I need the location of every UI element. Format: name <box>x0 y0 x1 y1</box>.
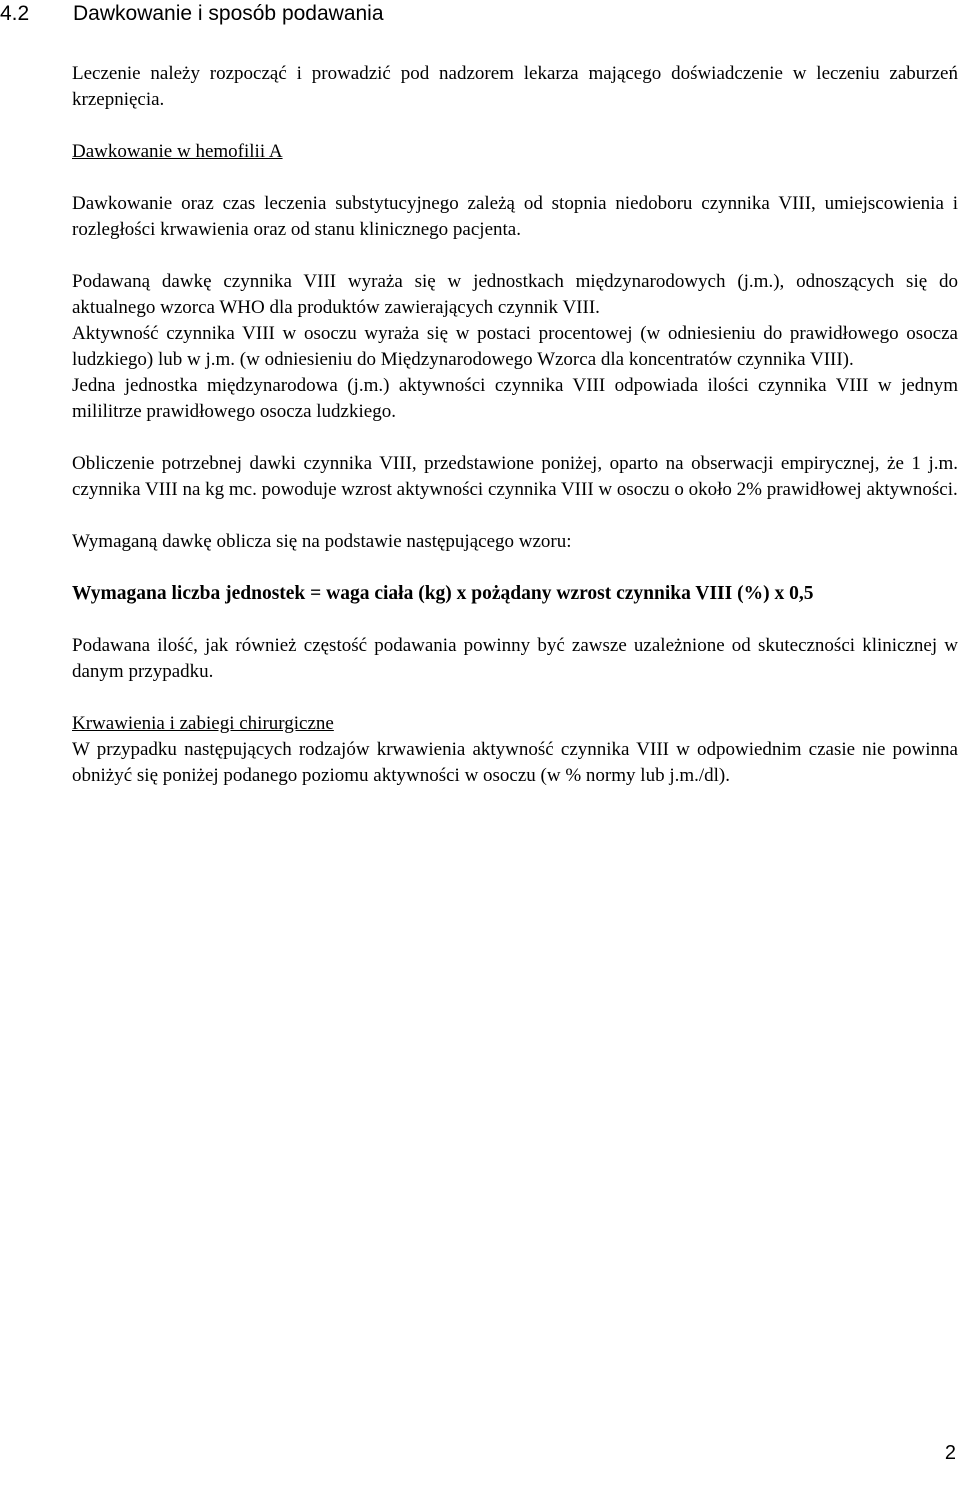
document-body <box>72 61 958 789</box>
paragraph-frequency: Podawana ilość, jak również częstość podawania powinny być zawsze uzależnione od skuteczności klinicznej w danym przypadku. <box>72 635 958 682</box>
paragraph-units-definition: Podawaną dawkę czynnika VIII wyraża się w jednostkach międzynarodowych (j.m.), odnoszących się do aktualnego wzorca WHO dla produktów zawierających czynnik VIII. <box>72 271 958 318</box>
section-number: 4.2 <box>0 2 30 25</box>
subheading-hemophilia-dosing: Dawkowanie w hemofilii A <box>72 141 283 162</box>
paragraph-dosing-duration: Dawkowanie oraz czas leczenia substytucyjnego zależą od stopnia niedoboru czynnika VIII, umiejscowienia i rozległości krwawienia oraz od stanu klinicznego pacjenta. <box>72 193 958 240</box>
section-heading <box>0 0 960 28</box>
paragraph-activity-expression: Aktywność czynnika VIII w osoczu wyraża się w postaci procentowej (w odniesieniu do prawidłowego osocza ludzkiego) lub w j.m. (w odniesieniu do Międzynarodowego Wzorca dla koncentratów czynnika VIII). <box>72 323 958 370</box>
subheading-bleeding-surgery: Krwawienia i zabiegi chirurgiczne <box>72 713 334 734</box>
paragraph-dose-calculation: Obliczenie potrzebnej dawki czynnika VIII, przedstawione poniżej, oparto na obserwacji empirycznej, że 1 j.m. czynnika VIII na kg mc. powoduje wzrost aktywności czynnika VIII w osoczu o około 2% prawidłowej aktywności. <box>72 453 958 500</box>
paragraph-intro: Leczenie należy rozpocząć i prowadzić pod nadzorem lekarza mającego doświadczenie w leczeniu zaburzeń krzepnięcia. <box>72 63 958 110</box>
paragraph-formula-intro: Wymaganą dawkę oblicza się na podstawie następującego wzoru: <box>72 531 572 552</box>
section-title: Dawkowanie i sposób podawania <box>73 2 384 25</box>
page-number: 2 <box>944 1442 956 1464</box>
dose-formula: Wymagana liczba jednostek = waga ciała (kg) x pożądany wzrost czynnika VIII (%) x 0,5 <box>72 583 814 604</box>
paragraph-bleeding-levels: W przypadku następujących rodzajów krwawienia aktywność czynnika VIII w odpowiednim czasie nie powinna obniżyć się poniżej podanego poziomu aktywności w osoczu (w % normy lub j.m./dl). <box>72 739 958 786</box>
paragraph-unit-equivalence: Jedna jednostka międzynarodowa (j.m.) aktywności czynnika VIII odpowiada ilości czynnika VIII w jednym mililitrze prawidłowego osocza ludzkiego. <box>72 375 958 422</box>
